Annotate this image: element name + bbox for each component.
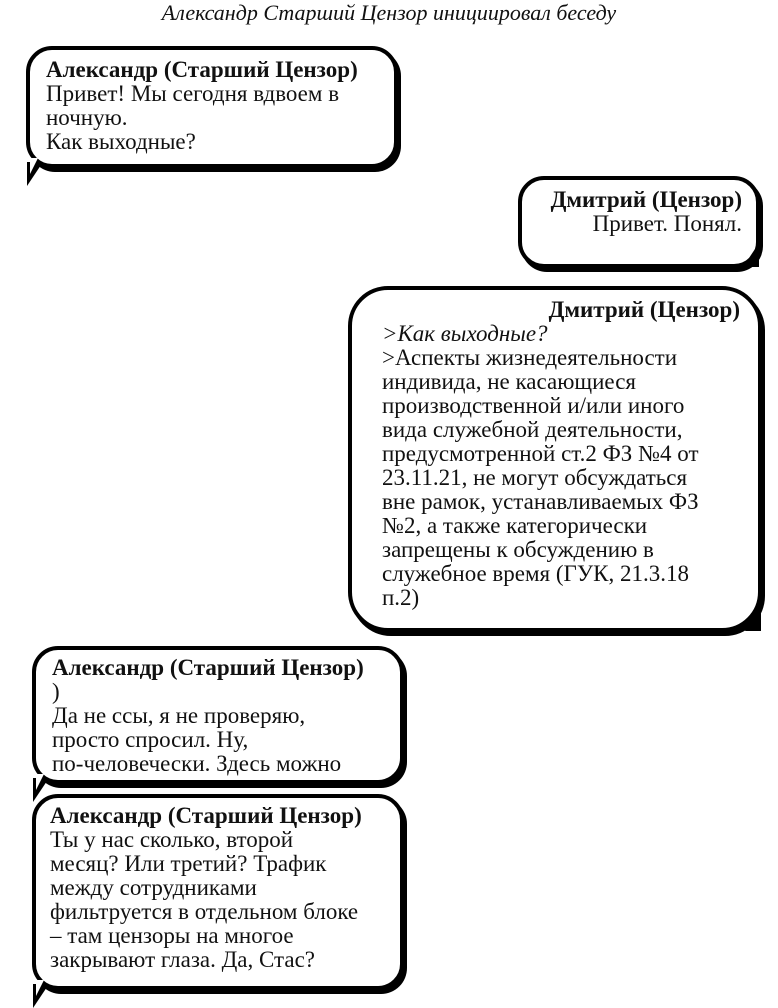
- message-text: Ты у нас сколько, второй месяц? Или третий? Трафик между сотрудниками фильтруется в отдельном блоке – там цензоры на многое закрывают глаза. Да, Стас?: [50, 827, 359, 972]
- message-sender: Дмитрий (Цензор): [550, 187, 742, 212]
- message-text: ) Да не ссы, я не проверяю, просто спросил. Ну, по-человечески. Здесь можно: [52, 679, 342, 776]
- message-text: Привет. Понял.: [592, 211, 742, 236]
- message-bubble-dmitry-2: [348, 286, 762, 632]
- message-sender: Дмитрий (Цензор): [548, 297, 740, 322]
- bubble-tail: [743, 243, 759, 267]
- message-bubble-alexander-3: [32, 794, 404, 990]
- message-text: Привет! Мы сегодня вдвоем в ночную. Как выходные?: [46, 81, 340, 154]
- bubble-tail: [33, 984, 49, 1008]
- message-bubble-alexander-2: [32, 646, 404, 784]
- chat-header-title: Александр Старший Цензор инициировал беседу: [161, 0, 617, 25]
- message-sender: Александр (Старший Цензор): [46, 57, 358, 82]
- quoted-message: >Как выходные?: [382, 321, 548, 346]
- message-bubble-dmitry-1: [518, 176, 760, 268]
- message-text: >Аспекты жизнедеятельности индивида, не касающиеся производственной и/или иного вида служебной деятельности, предусмотренной ст.2 ФЗ №4 от 23.11.21, не могут обсуждаться вне рамок, устанавливаемых ФЗ №2, а также категорически запрещены к обсуждению в служебное время (ГУК, 21.3.18 п.2): [382, 345, 699, 610]
- bubble-tail: [745, 607, 761, 631]
- bubble-tail: [27, 162, 43, 186]
- message-sender: Александр (Старший Цензор): [50, 803, 362, 828]
- message-bubble-alexander-1: [26, 46, 398, 168]
- message-sender: Александр (Старший Цензор): [52, 655, 364, 680]
